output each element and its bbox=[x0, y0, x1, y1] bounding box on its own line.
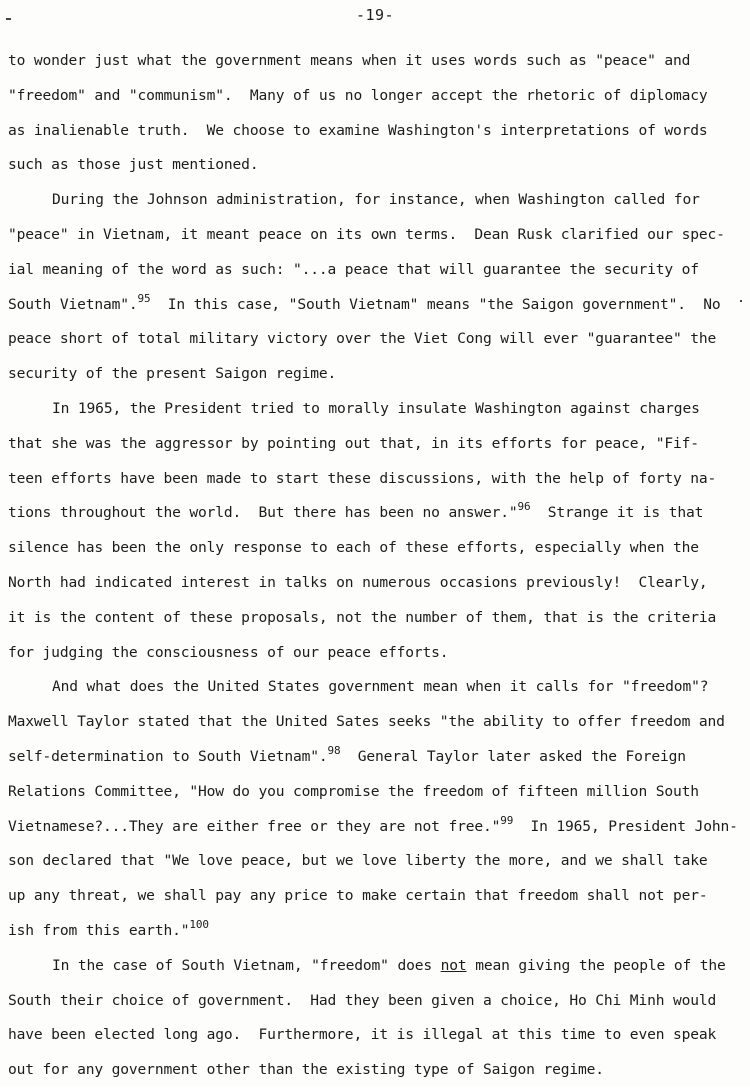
line-text: South Vietnam". bbox=[8, 295, 138, 313]
paragraph bbox=[8, 44, 744, 183]
paragraph bbox=[8, 949, 744, 1088]
underlined-word: not bbox=[440, 956, 467, 974]
footnote-marker: 99 bbox=[500, 813, 514, 827]
paragraph bbox=[8, 670, 744, 948]
body-text bbox=[8, 44, 744, 1088]
line-text: ish from this earth." bbox=[8, 921, 190, 939]
footnote-marker: 98 bbox=[327, 743, 341, 757]
text-line: ial meaning of the word as such: "...a peace that will guarantee the security of bbox=[8, 260, 699, 278]
text-line: peace short of total military victory over the Viet Cong will ever "guarantee" the bbox=[8, 330, 717, 348]
text-line: as inalienable truth. We choose to examine Washington's interpretations of words bbox=[8, 121, 708, 139]
text-line: for judging the consciousness of our peace efforts. bbox=[8, 643, 449, 661]
paragraph bbox=[8, 183, 744, 392]
text-line: And what does the United States government mean when it calls for "freedom"? bbox=[52, 678, 709, 696]
text-line: have been elected long ago. Furthermore, it is illegal at this time to even speak bbox=[8, 1026, 717, 1044]
text-line: it is the content of these proposals, not the number of them, that is the criteria bbox=[8, 608, 717, 626]
line-text-rest: In 1965, President John- bbox=[513, 817, 738, 835]
paragraph bbox=[8, 392, 744, 670]
text-line bbox=[8, 740, 744, 775]
text-line: up any threat, we shall pay any price to make certain that freedom shall not per- bbox=[8, 887, 708, 905]
text-line: During the Johnson administration, for instance, when Washington called for bbox=[52, 191, 700, 209]
text-line: In 1965, the President tried to morally insulate Washington against charges bbox=[52, 399, 700, 417]
text-line: out for any government other than the existing type of Saigon regime. bbox=[8, 1061, 604, 1079]
text-line: teen efforts have been made to start these discussions, with the help of forty na- bbox=[8, 469, 717, 487]
text-line: that she was the aggressor by pointing out that, in its efforts for peace, "Fif- bbox=[8, 434, 699, 452]
text-line: Relations Committee, "How do you compromise the freedom of fifteen million South bbox=[8, 782, 699, 800]
text-line: such as those just mentioned. bbox=[8, 156, 259, 174]
line-text: Vietnamese?...They are either free or they are not free." bbox=[8, 817, 501, 835]
page-number: -19- bbox=[355, 6, 395, 24]
text-line: silence has been the only response to each of these efforts, especially when the bbox=[8, 539, 699, 557]
stray-ink-mark bbox=[6, 18, 11, 20]
text-line: to wonder just what the government means when it uses words such as "peace" and bbox=[8, 52, 691, 69]
text-line: "peace" in Vietnam, it meant peace on its own terms. Dean Rusk clarified our spec- bbox=[8, 225, 725, 243]
line-text-rest: mean giving the people of the bbox=[466, 956, 726, 974]
text-line bbox=[8, 496, 744, 531]
footnote-marker: 95 bbox=[137, 291, 151, 305]
text-line: son declared that "We love peace, but we love liberty the more, and we shall take bbox=[8, 852, 708, 870]
text-line bbox=[8, 288, 744, 323]
text-line: North had indicated interest in talks on numerous occasions previously! Clearly, bbox=[8, 573, 708, 591]
line-text: In the case of South Vietnam, "freedom" does bbox=[52, 956, 441, 974]
line-text-rest: In this case, "South Vietnam" means "the Saigon government". No bbox=[150, 295, 721, 313]
line-text-rest: General Taylor later asked the Foreign bbox=[340, 747, 686, 765]
text-line: security of the present Saigon regime. bbox=[8, 365, 337, 383]
text-line: South their choice of government. Had they been given a choice, Ho Chi Minh would bbox=[8, 991, 717, 1009]
line-text: self-determination to South Vietnam". bbox=[8, 747, 328, 765]
text-line: "freedom" and "communism". Many of us no longer accept the rhetoric of diplomacy bbox=[8, 86, 708, 104]
line-text-rest: Strange it is that bbox=[530, 504, 704, 522]
text-line: Maxwell Taylor stated that the United Sates seeks "the ability to offer freedom and bbox=[8, 713, 725, 731]
line-text: tions throughout the world. But there has been no answer." bbox=[8, 504, 518, 522]
footnote-marker: 100 bbox=[189, 917, 209, 931]
text-line bbox=[8, 949, 744, 984]
text-line bbox=[8, 810, 744, 845]
text-line bbox=[8, 914, 744, 949]
footnote-marker: 96 bbox=[517, 500, 531, 514]
